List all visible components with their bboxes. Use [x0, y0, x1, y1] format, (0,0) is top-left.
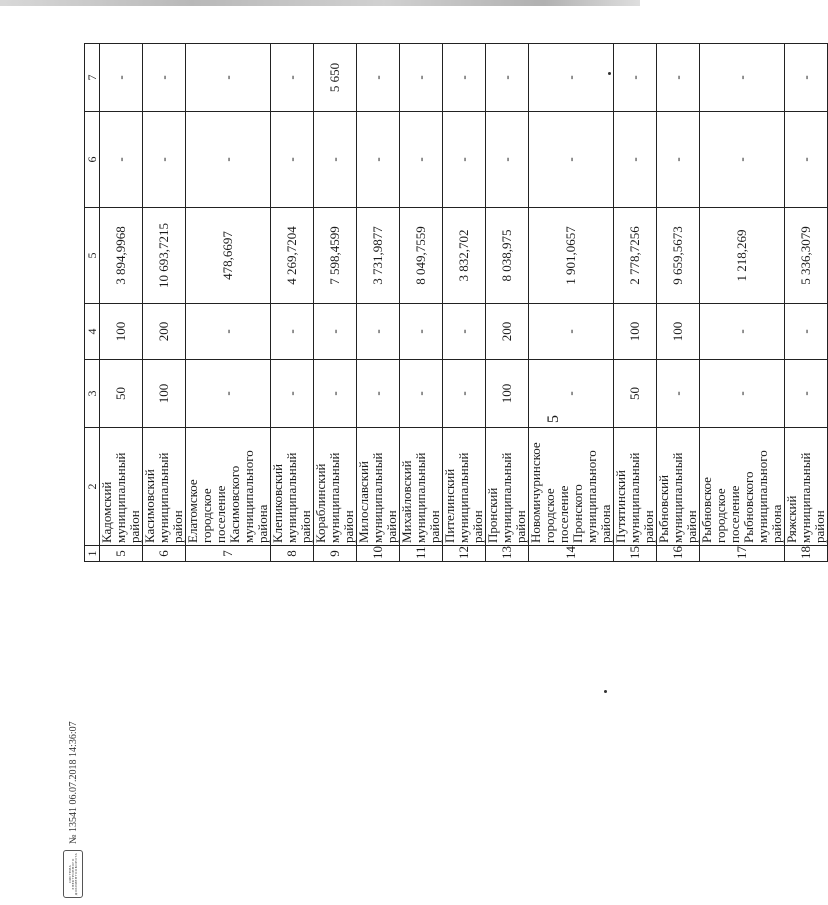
- table-cell-c3: -: [529, 360, 614, 428]
- page-number: 5: [545, 415, 562, 423]
- table-cell-name: Елатомское городское поселение Касимовского муниципального района: [186, 428, 271, 546]
- table-cell-c3: 50: [614, 360, 657, 428]
- table-cell-c6: -: [657, 112, 700, 208]
- table-cell-c7: -: [700, 44, 785, 112]
- table-cell-c7: -: [357, 44, 400, 112]
- table-cell-c5: 3 832,702: [443, 208, 486, 304]
- table-cell-c5: 478,6697: [186, 208, 271, 304]
- table-header-row: [85, 44, 100, 562]
- table-cell-name: Рыбновское городское поселение Рыбновского муниципального района: [700, 428, 785, 546]
- table-cell-name: Кораблинский муниципальный район: [314, 428, 357, 546]
- table-cell-c3: -: [314, 360, 357, 428]
- table-cell-c7: -: [443, 44, 486, 112]
- table-cell-c3: -: [357, 360, 400, 428]
- edms-logo-text: СИСТЕМА ЭЛЕКТРОННОГО ДОКУМЕНТООБОРОТА: [67, 852, 78, 896]
- table-row: [657, 44, 700, 562]
- header-cell: 1: [85, 546, 100, 562]
- table-cell-c5: 3 894,9968: [100, 208, 143, 304]
- table-cell-n: 17: [700, 546, 785, 562]
- table-cell-c4: -: [529, 304, 614, 360]
- header-cell: 5: [85, 208, 100, 304]
- table-cell-c4: -: [400, 304, 443, 360]
- table-cell-c5: 4 269,7204: [271, 208, 314, 304]
- table-cell-c5: 2 778,7256: [614, 208, 657, 304]
- table-cell-c6: -: [100, 112, 143, 208]
- table-cell-c4: -: [271, 304, 314, 360]
- table-cell-c7: -: [486, 44, 529, 112]
- table-cell-c3: -: [657, 360, 700, 428]
- table-cell-c4: 200: [143, 304, 186, 360]
- header-cell: 2: [85, 428, 100, 546]
- table-cell-c4: 200: [486, 304, 529, 360]
- scan-edge-artifact: [0, 0, 640, 6]
- table-cell-c7: -: [271, 44, 314, 112]
- table-row: [443, 44, 486, 562]
- table-cell-c3: 100: [486, 360, 529, 428]
- table-cell-c6: -: [486, 112, 529, 208]
- table-cell-c4: -: [314, 304, 357, 360]
- table-cell-c3: -: [700, 360, 785, 428]
- stamp-text: № 13541 06.07.2018 14:36:07: [67, 721, 79, 844]
- table-cell-n: 7: [186, 546, 271, 562]
- table-cell-n: 8: [271, 546, 314, 562]
- table-cell-c4: -: [443, 304, 486, 360]
- table-cell-c7: -: [529, 44, 614, 112]
- table-row: [614, 44, 657, 562]
- table-cell-c3: 100: [143, 360, 186, 428]
- table-cell-name: Путятинский муниципальный район: [614, 428, 657, 546]
- table-cell-c7: -: [785, 44, 828, 112]
- table-body: [85, 44, 828, 562]
- table-cell-c3: 50: [100, 360, 143, 428]
- table-row: [700, 44, 785, 562]
- table-cell-n: 5: [100, 546, 143, 562]
- table-row: [785, 44, 828, 562]
- table-cell-c4: -: [357, 304, 400, 360]
- table-cell-n: 6: [143, 546, 186, 562]
- table-cell-c6: -: [400, 112, 443, 208]
- table-cell-c6: -: [785, 112, 828, 208]
- table-row: [186, 44, 271, 562]
- table-cell-name: Кадомский муниципальный район: [100, 428, 143, 546]
- table-cell-name: Пителинский муниципальный район: [443, 428, 486, 546]
- table-cell-c4: 100: [100, 304, 143, 360]
- header-cell: 7: [85, 44, 100, 112]
- table-cell-c7: -: [100, 44, 143, 112]
- table-row: [271, 44, 314, 562]
- rotated-table-container: [84, 44, 827, 562]
- table-cell-n: 12: [443, 546, 486, 562]
- table-cell-c7: -: [614, 44, 657, 112]
- table-row: [143, 44, 186, 562]
- table-cell-c6: -: [357, 112, 400, 208]
- header-cell: 6: [85, 112, 100, 208]
- table-cell-n: 13: [486, 546, 529, 562]
- table-cell-c7: -: [400, 44, 443, 112]
- table-cell-c4: -: [186, 304, 271, 360]
- table-row: [100, 44, 143, 562]
- edms-logo: [63, 850, 83, 898]
- table-row: [486, 44, 529, 562]
- table-cell-c5: 7 598,4599: [314, 208, 357, 304]
- table-row: [357, 44, 400, 562]
- table-cell-name: Рыбновский муниципальный район: [657, 428, 700, 546]
- table-cell-c6: -: [529, 112, 614, 208]
- table-cell-c3: -: [186, 360, 271, 428]
- table-cell-c3: -: [271, 360, 314, 428]
- table-cell-c6: -: [614, 112, 657, 208]
- header-cell: 4: [85, 304, 100, 360]
- table-cell-n: 10: [357, 546, 400, 562]
- table-cell-c3: -: [785, 360, 828, 428]
- table-cell-n: 9: [314, 546, 357, 562]
- data-table: [84, 43, 828, 562]
- table-cell-c7: -: [143, 44, 186, 112]
- table-cell-name: Милославский муниципальный район: [357, 428, 400, 546]
- table-cell-c6: -: [443, 112, 486, 208]
- table-cell-c5: 8 038,975: [486, 208, 529, 304]
- table-cell-c4: -: [700, 304, 785, 360]
- table-cell-name: Ряжский муниципальный район: [785, 428, 828, 546]
- registration-stamp: [62, 648, 84, 898]
- table-row: [314, 44, 357, 562]
- table-cell-c6: -: [143, 112, 186, 208]
- table-cell-c7: -: [186, 44, 271, 112]
- table-cell-c4: -: [785, 304, 828, 360]
- table-cell-c6: -: [271, 112, 314, 208]
- table-cell-name: Новомичуринское городское поселение Пронского муниципального района: [529, 428, 614, 546]
- table-cell-name: Касимовский муниципальный район: [143, 428, 186, 546]
- table-row: [529, 44, 614, 562]
- table-cell-c3: -: [443, 360, 486, 428]
- table-cell-c5: 1 218,269: [700, 208, 785, 304]
- table-cell-c4: 100: [657, 304, 700, 360]
- scan-speck: [608, 72, 611, 75]
- table-cell-c6: -: [700, 112, 785, 208]
- table-row: [400, 44, 443, 562]
- table-cell-c5: 10 693,7215: [143, 208, 186, 304]
- table-cell-n: 11: [400, 546, 443, 562]
- table-cell-c5: 1 901,0657: [529, 208, 614, 304]
- table-cell-name: Клепиковский муниципальный район: [271, 428, 314, 546]
- table-cell-n: 14: [529, 546, 614, 562]
- table-cell-c7: 5 650: [314, 44, 357, 112]
- table-cell-name: Пронский муниципальный район: [486, 428, 529, 546]
- table-cell-c7: -: [657, 44, 700, 112]
- table-cell-c5: 8 049,7559: [400, 208, 443, 304]
- table-cell-c6: -: [186, 112, 271, 208]
- table-cell-c6: -: [314, 112, 357, 208]
- table-cell-n: 18: [785, 546, 828, 562]
- table-cell-c5: 9 659,5673: [657, 208, 700, 304]
- header-cell: 3: [85, 360, 100, 428]
- table-cell-n: 15: [614, 546, 657, 562]
- table-cell-c4: 100: [614, 304, 657, 360]
- table-cell-c5: 5 336,3079: [785, 208, 828, 304]
- table-cell-n: 16: [657, 546, 700, 562]
- table-cell-c5: 3 731,9877: [357, 208, 400, 304]
- table-cell-c3: -: [400, 360, 443, 428]
- table-cell-name: Михайловский муниципальный район: [400, 428, 443, 546]
- scan-speck: [604, 690, 607, 693]
